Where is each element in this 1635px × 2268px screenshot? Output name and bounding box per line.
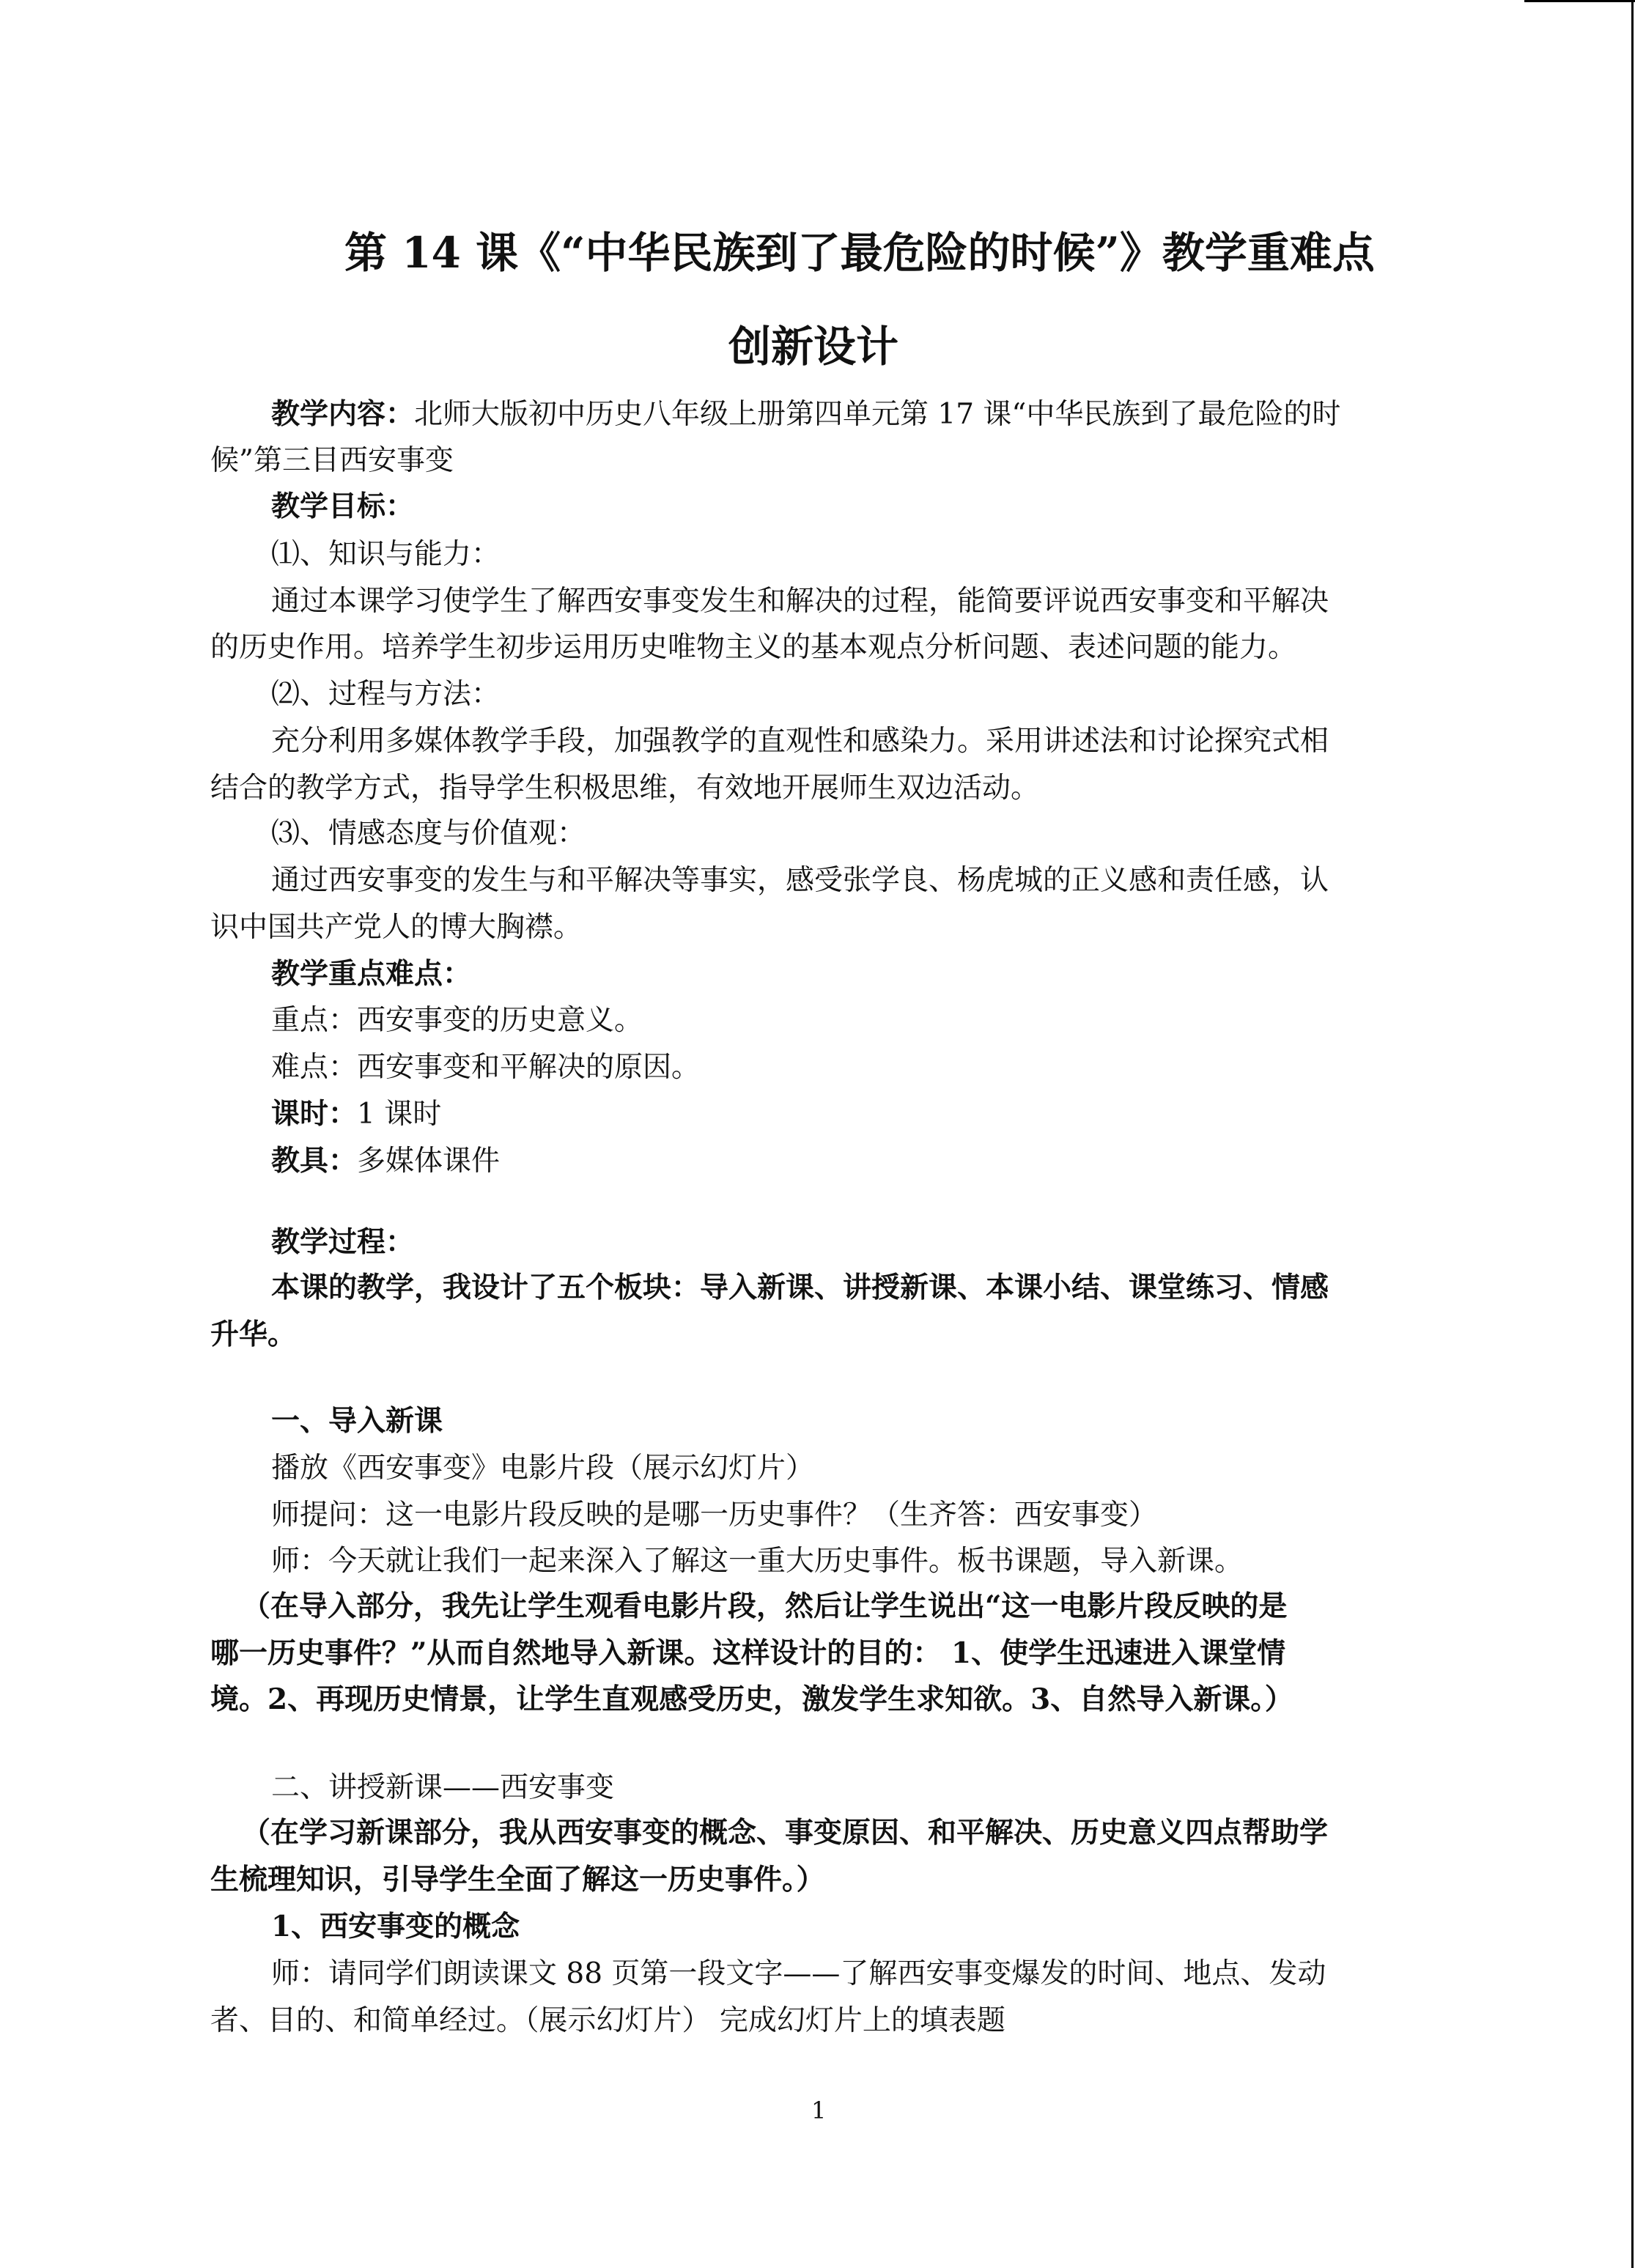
teaching-tools-label: 教具：	[271, 1144, 358, 1178]
class-hours-value: 1 课时	[357, 1098, 442, 1131]
section1-line2: 师提问：这一电影片段反映的是哪一历史事件？（生齐答：西安事变）	[271, 1499, 1158, 1532]
section2-note-line1: （在学习新课部分，我从西安事变的概念、事变原因、和平解决、历史意义四点帮助学	[242, 1816, 1329, 1850]
keypoint-difficult: 难点：西安事变和平解决的原因。	[271, 1051, 701, 1084]
process-intro-line2: 升华。	[210, 1318, 297, 1351]
goal-process-line2: 结合的教学方式，指导学生积极思维，有效地开展师生双边活动。	[210, 772, 1040, 805]
content-text: 北师大版初中历史八年级上册第四单元第 17 课“中华民族到了最危险的时	[414, 398, 1341, 431]
section1-heading: 一、导入新课	[271, 1404, 443, 1438]
page-number: 1	[811, 2097, 827, 2124]
section1-note-line1: （在导入部分，我先让学生观看电影片段，然后让学生说出“这一电影片段反映的是	[242, 1589, 1288, 1623]
goal-emotion-line2: 识中国共产党人的博大胸襟。	[210, 911, 583, 944]
goal-process-line1: 充分利用多媒体教学手段，加强教学的直观性和感染力。采用讲述法和讨论探究式相	[271, 725, 1329, 758]
goal-knowledge-heading: ⑴、知识与能力：	[271, 538, 501, 571]
section1-note-line2: 哪一历史事件？”从而自然地导入新课。这样设计的目的： 1、使学生迅速进入课堂情	[210, 1636, 1286, 1670]
teaching-tools-value: 多媒体课件	[357, 1145, 501, 1178]
goal-emotion-line1: 通过西安事变的发生与和平解决等事实，感受张学良、杨虎城的正义感和责任感，认	[271, 864, 1329, 897]
content-line1	[271, 397, 1341, 431]
class-hours-label: 课时：	[271, 1097, 358, 1131]
page-title-line1: 第 14 课《“中华民族到了最危险的时候”》教学重难点	[344, 228, 1375, 278]
goal-knowledge-line2: 的历史作用。培养学生初步运用历史唯物主义的基本观点分析问题、表述问题的能力。	[210, 631, 1297, 664]
teaching-tools	[271, 1144, 501, 1178]
section1-line3: 师：今天就让我们一起来深入了解这一重大历史事件。板书课题，导入新课。	[271, 1545, 1244, 1578]
page-title-line2: 创新设计	[728, 322, 899, 372]
content-label: 教学内容：	[271, 397, 415, 431]
goal-process-heading: ⑵、过程与方法：	[271, 678, 501, 711]
keypoints-label: 教学重点难点：	[271, 957, 472, 991]
section2-note-line2: 生梳理知识，引导学生全面了解这一历史事件。）	[210, 1863, 825, 1896]
process-label: 教学过程：	[271, 1225, 415, 1259]
section2-line2: 者、目的、和简单经过。（展示幻灯片） 完成幻灯片上的填表题	[210, 2004, 1005, 2037]
class-hours	[271, 1097, 442, 1131]
page-border-right	[1631, 0, 1634, 2268]
page-border-top	[1524, 0, 1635, 2]
section2-heading: 二、讲授新课——西安事变	[271, 1771, 615, 1804]
section2-line1: 师：请同学们朗读课文 88 页第一段文字——了解西安事变爆发的时间、地点、发动	[271, 1957, 1326, 1990]
goals-label: 教学目标：	[271, 490, 415, 523]
content-line2: 候”第三目西安事变	[210, 444, 454, 477]
process-intro-line1: 本课的教学，我设计了五个板块：导入新课、讲授新课、本课小结、课堂练习、情感	[271, 1271, 1329, 1304]
keypoint-key: 重点：西安事变的历史意义。	[271, 1004, 643, 1037]
section1-note-line3: 境。2、再现历史情景，让学生直观感受历史，激发学生求知欲。3、自然导入新课。）	[210, 1682, 1293, 1716]
section2-subheading: 1、西安事变的概念	[271, 1910, 520, 1943]
goal-emotion-heading: ⑶、情感态度与价值观：	[271, 817, 586, 850]
goal-knowledge-line1: 通过本课学习使学生了解西安事变发生和解决的过程，能简要评说西安事变和平解决	[271, 585, 1329, 618]
section1-line1: 播放《西安事变》电影片段（展示幻灯片）	[271, 1452, 815, 1485]
